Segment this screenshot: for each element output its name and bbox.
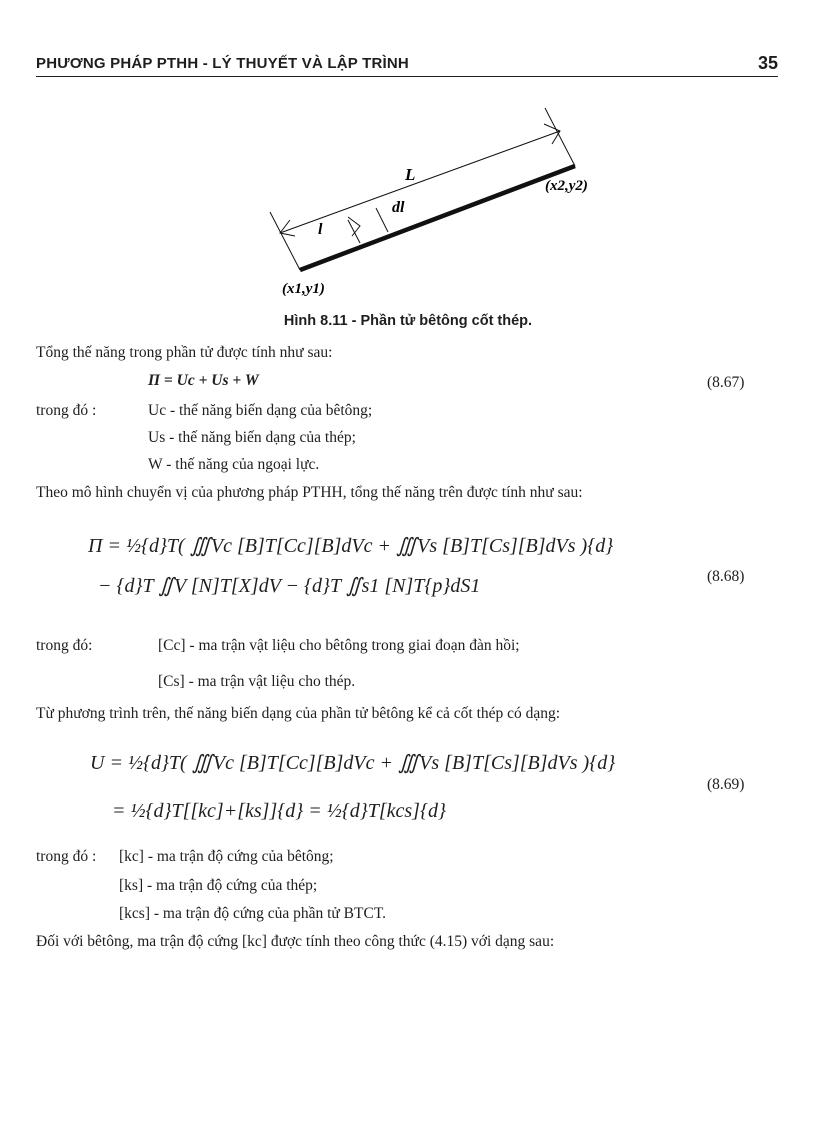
element-bar [300,166,575,270]
where-uc: Uc - thế năng biến dạng của bêtông; [148,402,373,419]
where-cs: [Cs] - ma trận vật liệu cho thép. [158,673,356,690]
paragraph-strain-energy: Từ phương trình trên, thế năng biến dạng của phần tử bêtông kể cả cốt thép có dạng: [36,705,561,722]
arrowhead-l [348,217,360,236]
where-kcs: [kcs] - ma trận độ cứng của phần tử BTCT. [119,905,387,922]
label-point-1: (x1,y1) [282,281,325,297]
page-number: 35 [757,53,778,73]
where-lead-2: trong đó: [36,637,93,654]
where-cc: [Cc] - ma trận vật liệu cho bêtông trong giai đoạn đàn hồi; [158,637,520,654]
equation-number-8-69: (8.69) [707,776,745,793]
figure-caption: Hình 8.11 - Phần tử bêtông cốt thép. [283,313,533,329]
dl-line-2 [376,208,388,232]
paragraph-concrete-stiffness: Đối với bêtông, ma trận độ cứng [kc] được tính theo công thức (4.15) với dạng sau: [36,933,555,950]
equation-8-68-line-2: − {d}T ∬V [N]T[X]dV − {d}T ∬s1 [N]T{p}dS1 [98,575,481,597]
dl-line-1 [348,220,360,243]
dimension-line-L [280,131,560,233]
extension-line-left [270,212,300,270]
where-kc: [kc] - ma trận độ cứng của bêtông; [119,848,334,865]
equation-8-68-line-1: Π = ½{d}T( ∭Vc [B]T[Cc][B]dVc + ∭Vs [B]T[Cs][B]dVs ){d} [88,535,614,557]
header-rule [36,76,778,77]
where-us: Us - thế năng biến dạng của thép; [148,429,356,446]
equation-8-67: Π = Uc + Us + W [148,372,259,389]
equation-number-8-68: (8.68) [707,568,745,585]
rebar-element-figure [240,100,640,305]
where-w: W - thế năng của ngoại lực. [148,456,320,473]
label-dl: dl [392,199,405,216]
running-header: PHƯƠNG PHÁP PTHH - LÝ THUYẾT VÀ LẬP TRÌNH [36,55,409,72]
where-lead-1: trong đó : [36,402,97,419]
label-l: l [318,221,323,238]
where-lead-3: trong đó : [36,848,97,865]
extension-line-right [545,108,575,166]
where-ks: [ks] - ma trận độ cứng của thép; [119,877,318,894]
paragraph-total-energy: Tổng thế năng trong phần tử được tính như sau: [36,344,333,361]
paragraph-fem-model: Theo mô hình chuyển vị của phương pháp PTHH, tổng thế năng trên được tính như sau: [36,484,583,501]
label-point-2: (x2,y2) [545,178,588,194]
label-L: L [405,165,416,184]
equation-8-69-line-2: = ½{d}T[[kc]+[ks]]{d} = ½{d}T[kcs]{d} [112,800,446,822]
equation-8-69-line-1: U = ½{d}T( ∭Vc [B]T[Cc][B]dVc + ∭Vs [B]T[Cs][B]dVs ){d} [90,752,616,774]
equation-number-8-67: (8.67) [707,374,745,391]
